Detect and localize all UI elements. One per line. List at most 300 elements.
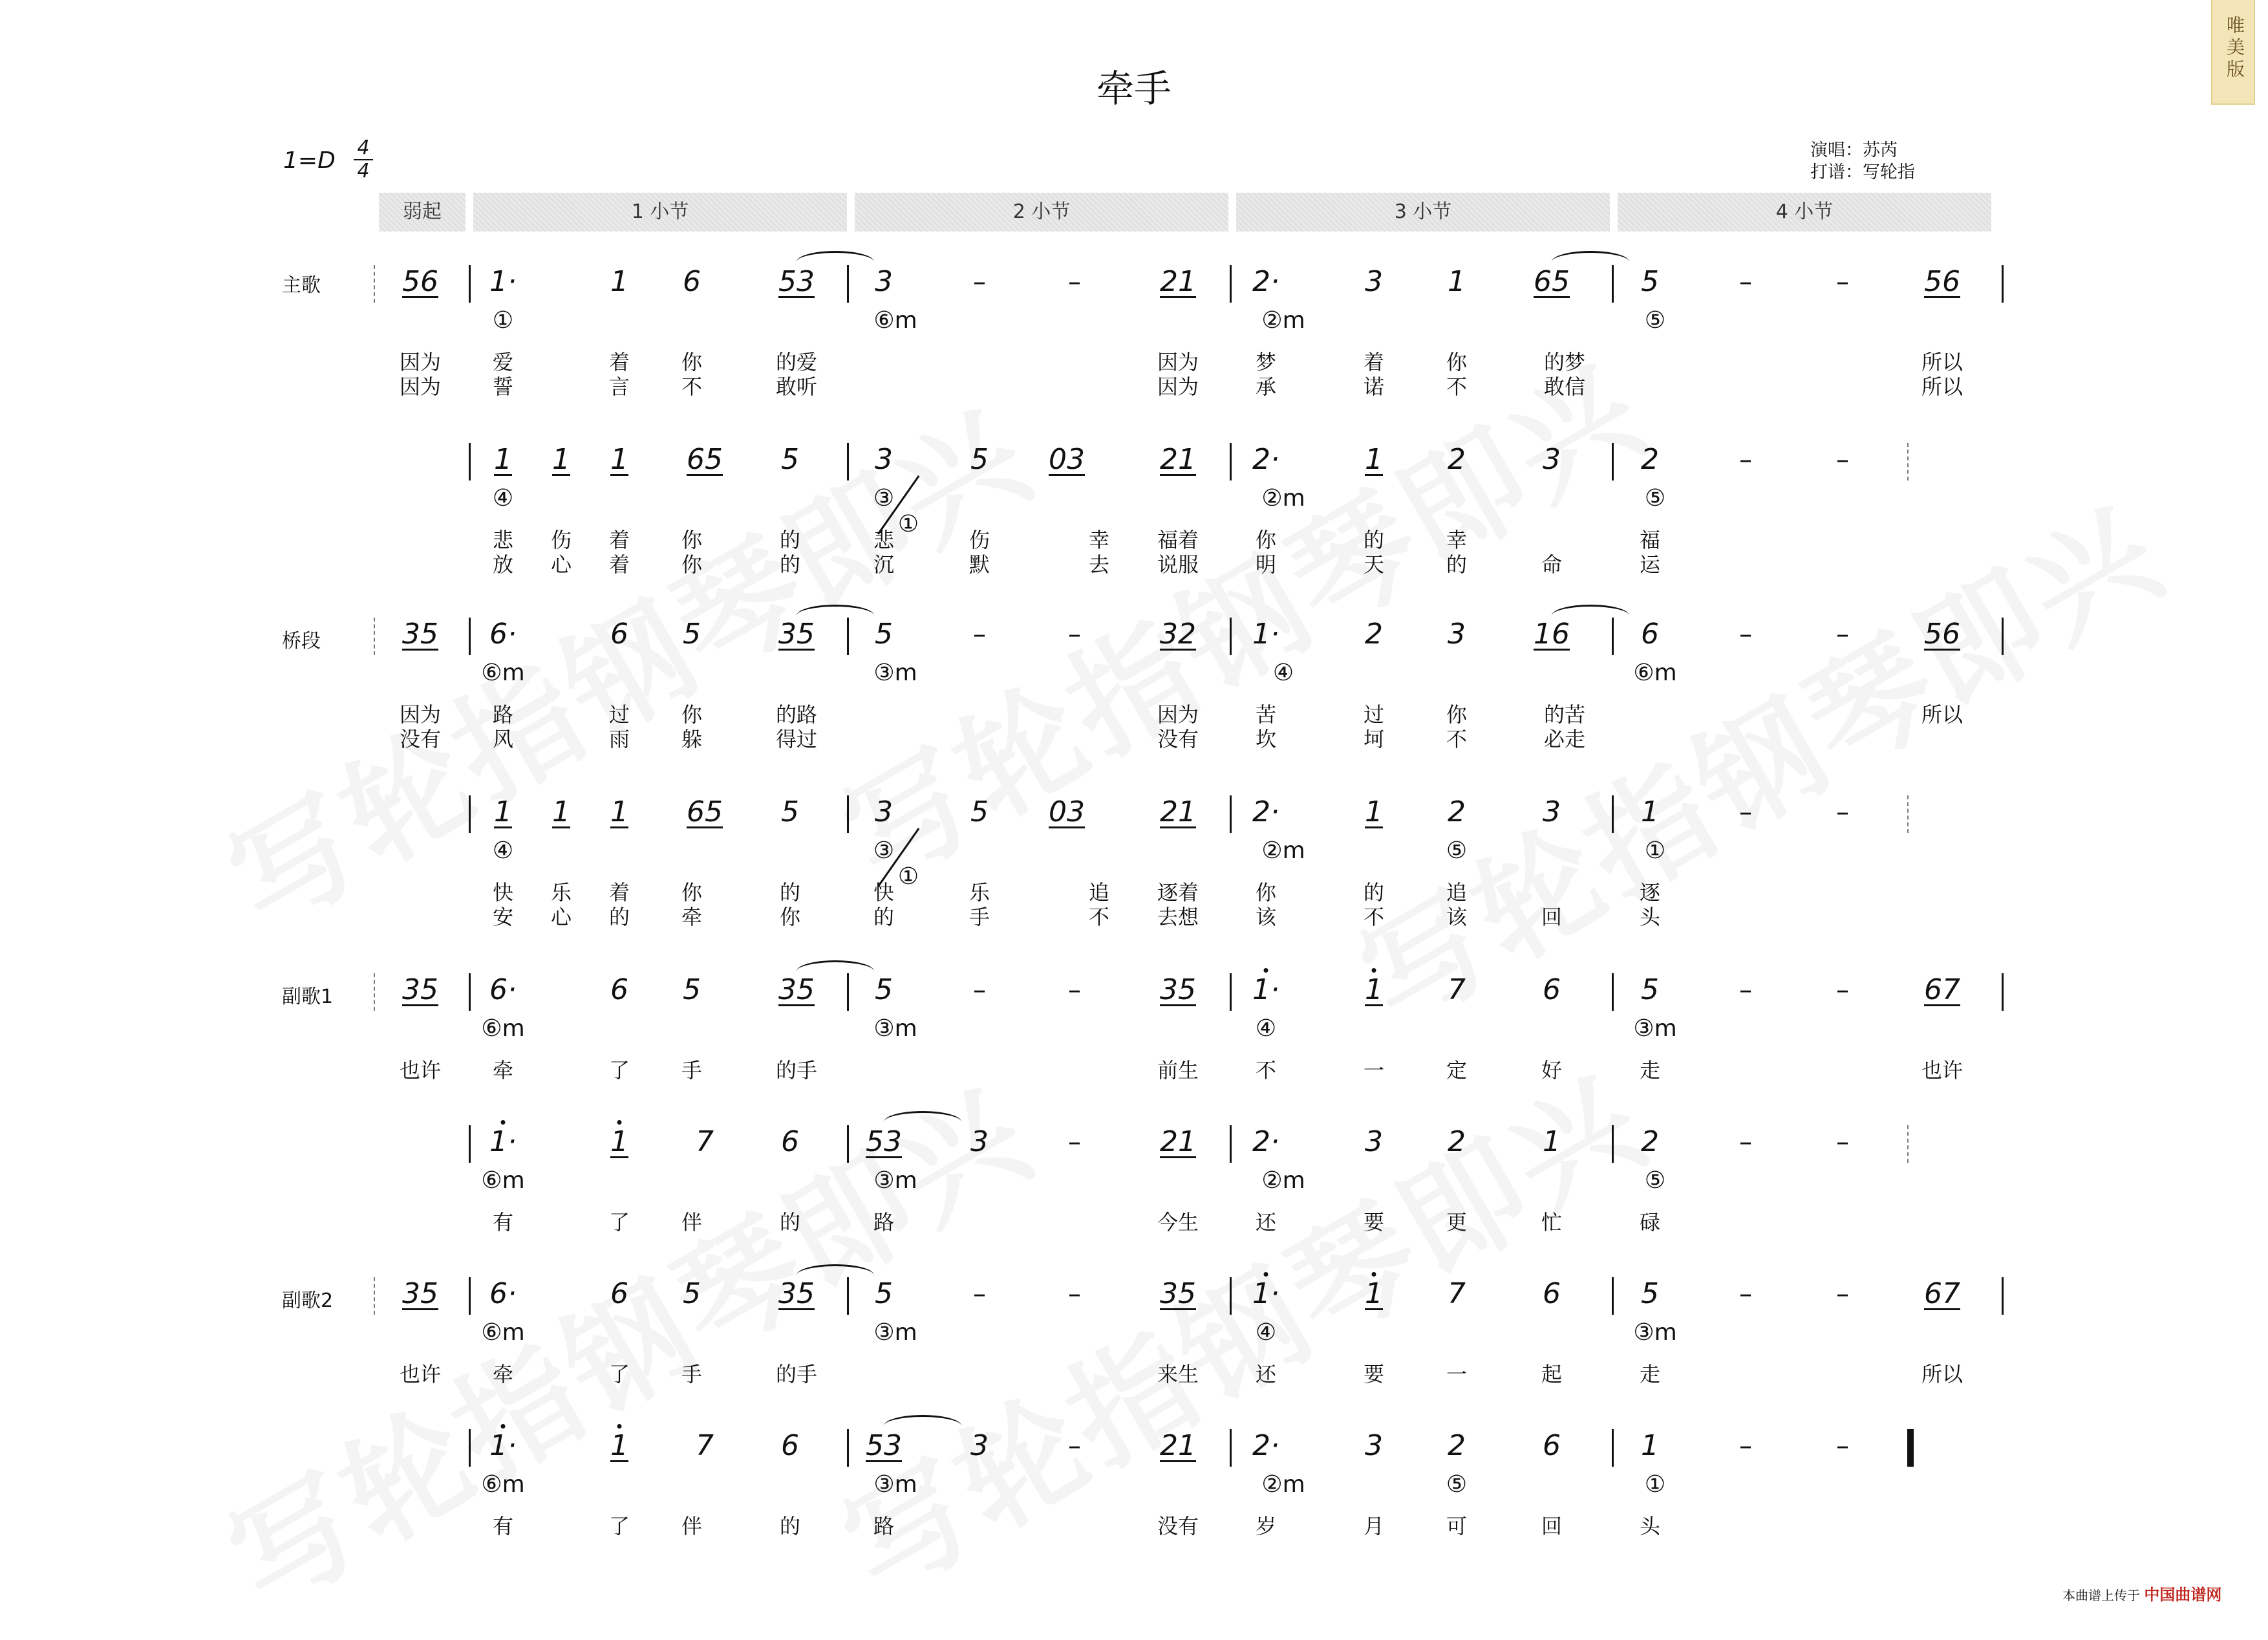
rest-dash: – (1068, 1279, 1081, 1309)
lyric-word: 要 (1363, 1362, 1385, 1386)
lyric-word: 头 (1639, 905, 1661, 929)
note: 5 (1641, 265, 1659, 298)
octave-dot (1372, 968, 1376, 973)
lyric-word: 你 (779, 905, 801, 929)
note: 3 (1543, 795, 1561, 828)
note: 3 (970, 1429, 989, 1462)
lyric-word: 定 (1446, 1058, 1468, 1083)
tie-arc (797, 251, 874, 262)
tie-arc (1552, 605, 1629, 616)
barline (847, 265, 849, 303)
note: 35 (402, 618, 438, 651)
barline (1612, 795, 1614, 833)
pickup-divider (374, 973, 375, 1011)
rest-dash: – (1836, 1279, 1849, 1309)
lyric-word: 所以 (1921, 702, 1963, 727)
barline (847, 1125, 849, 1163)
note: 6· (489, 618, 517, 651)
note: 1· (1252, 618, 1279, 651)
lyric-word: 伴 (681, 1210, 703, 1235)
note: 35 (778, 618, 815, 651)
fingering-mark: ②m (1261, 307, 1305, 334)
barline (1230, 1277, 1232, 1315)
lyric-word: 来生 (1157, 1362, 1199, 1386)
lyric-word: 的 (779, 1514, 801, 1538)
lyric-word: 说服 (1157, 552, 1199, 577)
lyric-word: 着 (608, 528, 630, 552)
lyric-word: 今生 (1157, 1210, 1199, 1235)
barline (469, 618, 471, 655)
lyric-word: 风 (492, 727, 514, 751)
note: 7 (696, 1429, 714, 1462)
lyric-word: 梦 (1255, 350, 1277, 374)
note: 3 (970, 1125, 989, 1158)
rest-dash: – (1068, 1127, 1081, 1157)
lyric-word: 所以 (1921, 374, 1963, 399)
lyric-word: 还 (1255, 1210, 1277, 1235)
lyric-word: 也许 (1921, 1058, 1963, 1083)
fingering-mark: ④ (1255, 1015, 1277, 1042)
fingering-mark: ⑤ (1446, 837, 1468, 864)
note: 1 (494, 795, 512, 828)
lyric-word: 走 (1639, 1058, 1661, 1083)
lyric-word: 走 (1639, 1362, 1661, 1386)
note: 1· (489, 265, 517, 298)
tie-arc (797, 960, 874, 971)
note: 6 (683, 265, 701, 298)
lyric-word: 坷 (1363, 727, 1385, 751)
lyric-word: 因为 (399, 702, 442, 727)
fingering-mark: ⑥m (481, 1015, 525, 1042)
barline (847, 618, 849, 655)
lyric-word: 你 (681, 552, 703, 577)
lyric-word: 的 (1363, 880, 1385, 905)
fingering-mark: ④ (492, 485, 514, 512)
tie-arc (797, 605, 874, 616)
note: 56 (1924, 618, 1960, 651)
note: 5 (875, 973, 893, 1006)
lyric-word: 所以 (1921, 1362, 1963, 1386)
rest-dash: – (1836, 797, 1849, 827)
time-signature (352, 137, 374, 182)
lyric-word: 前生 (1157, 1058, 1199, 1083)
note: 21 (1160, 1125, 1196, 1158)
note: 6 (781, 1125, 799, 1158)
note: 6 (1543, 973, 1561, 1006)
lyric-word: 悲 (492, 528, 514, 552)
lyric-word: 因为 (1157, 350, 1199, 374)
lyric-word: 躲 (681, 727, 703, 751)
header-measure-2: 2 小节 (855, 193, 1228, 232)
note: 3 (1448, 618, 1466, 651)
lyric-word: 碌 (1639, 1210, 1661, 1235)
rest-dash: – (1836, 1431, 1849, 1461)
header-measure-1: 1 小节 (473, 193, 847, 232)
key-signature: 1=D (283, 147, 336, 174)
note: 6 (1543, 1277, 1561, 1310)
lyric-word: 你 (681, 880, 703, 905)
lyric-word: 了 (608, 1514, 630, 1538)
note: 53 (866, 1429, 902, 1462)
lyric-word: 悲 (873, 528, 895, 552)
lyric-word: 爱 (492, 350, 514, 374)
lyric-word: 好 (1541, 1058, 1563, 1083)
note: 6 (1641, 618, 1659, 651)
note: 5 (683, 1277, 701, 1310)
header-measure-4: 4 小节 (1618, 193, 1991, 232)
note: 35 (778, 1277, 815, 1310)
barline (1230, 1125, 1232, 1163)
note: 5 (970, 443, 989, 476)
lyric-word: 去 (1088, 552, 1110, 577)
note: 35 (402, 1277, 438, 1310)
lyric-word: 手 (968, 905, 990, 929)
lyric-word: 头 (1639, 1514, 1661, 1538)
note: 5 (781, 795, 799, 828)
barline (2002, 618, 2004, 655)
lyric-word: 手 (681, 1362, 703, 1386)
lyric-word: 快 (492, 880, 514, 905)
lyric-word: 你 (1446, 350, 1468, 374)
lyric-word: 起 (1541, 1362, 1563, 1386)
lyric-word: 你 (1255, 528, 1277, 552)
lyric-word: 的手 (775, 1362, 818, 1386)
lyric-word: 福 (1639, 528, 1661, 552)
fingering-mark: ③m (873, 1471, 917, 1498)
lyric-word: 因为 (399, 350, 442, 374)
lyric-word: 该 (1446, 905, 1468, 929)
fingering-mark: ⑤ (1644, 485, 1666, 512)
barline (2002, 265, 2004, 303)
lyric-word: 着 (1363, 350, 1385, 374)
note: 1 (610, 265, 628, 298)
note: 1 (1543, 1125, 1561, 1158)
end-divider (1907, 443, 1909, 480)
lyric-word: 牵 (492, 1362, 514, 1386)
note: 67 (1924, 1277, 1960, 1310)
rest-dash: – (1068, 267, 1081, 297)
barline (469, 443, 471, 480)
fingering-mark: ③m (873, 1167, 917, 1194)
lyric-word: 所以 (1921, 350, 1963, 374)
lyric-word: 苦 (1255, 702, 1277, 727)
note: 1· (1252, 973, 1279, 1006)
lyric-word: 着 (608, 880, 630, 905)
note: 1 (610, 443, 628, 476)
lyric-word: 一 (1446, 1362, 1468, 1386)
rest-dash: – (973, 975, 986, 1005)
lyric-word: 不 (1446, 374, 1468, 399)
note: 3 (875, 443, 893, 476)
note: 6 (1543, 1429, 1561, 1462)
lyric-word: 路 (873, 1210, 895, 1235)
lyric-word: 乐 (968, 880, 990, 905)
note: 5 (970, 795, 989, 828)
lyric-word: 没有 (1157, 1514, 1199, 1538)
lyric-word: 乐 (550, 880, 572, 905)
lyric-word: 也许 (399, 1362, 442, 1386)
barline (2002, 1277, 2004, 1315)
lyric-word: 了 (608, 1058, 630, 1083)
lyric-word: 安 (492, 905, 514, 929)
lyric-word: 默 (968, 552, 990, 577)
note: 56 (1924, 265, 1960, 298)
lyric-word: 的 (779, 880, 801, 905)
lyric-word: 牵 (492, 1058, 514, 1083)
barline (469, 795, 471, 833)
note: 6 (610, 973, 628, 1006)
note: 5 (1641, 973, 1659, 1006)
rest-dash: – (1739, 1127, 1752, 1157)
lyric-word: 回 (1541, 1514, 1563, 1538)
note: 7 (696, 1125, 714, 1158)
note: 5 (683, 973, 701, 1006)
barline (469, 1429, 471, 1467)
note: 1 (552, 795, 570, 828)
rest-dash: – (1836, 975, 1849, 1005)
edition-badge-text: 唯美版 (2224, 16, 2245, 81)
lyric-word: 因为 (1157, 374, 1199, 399)
lyric-word: 不 (1255, 1058, 1277, 1083)
octave-dot (617, 1424, 622, 1429)
fingering-mark: ④ (492, 837, 514, 864)
lyric-word: 的手 (775, 1058, 818, 1083)
lyric-word: 了 (608, 1210, 630, 1235)
credit-singer: 演唱：苏芮 (1810, 140, 1898, 160)
note: 5 (875, 618, 893, 651)
rest-dash: – (1739, 975, 1752, 1005)
note: 3 (1365, 1125, 1383, 1158)
lyric-word: 的梦 (1543, 350, 1586, 374)
note: 2 (1365, 618, 1383, 651)
lyric-word: 着 (608, 350, 630, 374)
octave-dot (617, 1120, 622, 1125)
note: 1 (1365, 973, 1383, 1006)
lyric-word: 逐 (1639, 880, 1661, 905)
note: 2· (1252, 795, 1279, 828)
rest-dash: – (1739, 620, 1752, 649)
octave-dot (501, 1120, 506, 1125)
fingering-mark: ⑥m (481, 1319, 525, 1346)
lyric-word: 的路 (775, 702, 818, 727)
lyric-word: 还 (1255, 1362, 1277, 1386)
lyric-word: 岁 (1255, 1514, 1277, 1538)
lyric-word: 不 (1446, 727, 1468, 751)
fingering-mark: ① (1644, 1471, 1666, 1498)
lyric-word: 幸 (1446, 528, 1468, 552)
fingering-mark: ②m (1261, 485, 1305, 512)
barline (847, 973, 849, 1011)
pickup-divider (374, 618, 375, 655)
barline (1230, 795, 1232, 833)
note: 03 (1049, 795, 1085, 828)
fingering-mark: ① (492, 307, 514, 334)
lyric-word: 因为 (1157, 702, 1199, 727)
barline (1612, 618, 1614, 655)
lyric-word: 要 (1363, 1210, 1385, 1235)
note: 65 (687, 443, 723, 476)
lyric-word: 心 (550, 552, 572, 577)
page-title: 牵手 (1096, 67, 1171, 111)
note: 3 (1365, 1429, 1383, 1462)
lyric-word: 的 (873, 905, 895, 929)
tie-arc (884, 1111, 961, 1122)
fingering-mark: ⑥m (1633, 660, 1677, 686)
fingering-mark: ④ (1272, 660, 1294, 686)
octave-dot (1372, 1272, 1376, 1277)
section-label-chorus-2: 副歌2 (282, 1289, 334, 1312)
lyric-word: 没有 (399, 727, 442, 751)
note: 3 (875, 265, 893, 298)
fingering-mark: ⑥m (481, 1167, 525, 1194)
note: 21 (1160, 795, 1196, 828)
note: 1 (1641, 795, 1659, 828)
lyric-word: 你 (1255, 880, 1277, 905)
note: 5 (781, 443, 799, 476)
tie-arc (884, 1415, 961, 1426)
lyric-word: 不 (1363, 905, 1385, 929)
lyric-word: 必走 (1543, 727, 1586, 751)
note: 32 (1160, 618, 1196, 651)
lyric-word: 幸 (1088, 528, 1110, 552)
rest-dash: – (1836, 1127, 1849, 1157)
barline (469, 265, 471, 303)
note: 21 (1160, 443, 1196, 476)
end-divider (1907, 795, 1909, 833)
note: 1 (1365, 443, 1383, 476)
section-label-chorus-1: 副歌1 (282, 986, 334, 1008)
lyric-word: 忙 (1541, 1210, 1563, 1235)
note: 2 (1448, 443, 1466, 476)
barline (847, 1429, 849, 1467)
lyric-word: 一 (1363, 1058, 1385, 1083)
time-signature-bottom: 4 (357, 160, 370, 182)
octave-dot (1264, 1272, 1268, 1277)
rest-dash: – (1068, 620, 1081, 649)
note: 53 (866, 1125, 902, 1158)
lyric-word: 敢听 (775, 374, 818, 399)
fingering-mark: ⑤ (1644, 1167, 1666, 1194)
rest-dash: – (1068, 1431, 1081, 1461)
note: 3 (1365, 265, 1383, 298)
note: 21 (1160, 265, 1196, 298)
lyric-word: 有 (492, 1514, 514, 1538)
credit-transcriber: 打谱：写轮指 (1810, 162, 1915, 182)
rest-dash: – (1739, 267, 1752, 297)
lyric-word: 更 (1446, 1210, 1468, 1235)
lyric-word: 的 (779, 528, 801, 552)
barline (1612, 1277, 1614, 1315)
note: 35 (778, 973, 815, 1006)
pickup-divider (374, 1277, 375, 1315)
note: 3 (1543, 443, 1561, 476)
fingering-mark: ⑥m (873, 307, 917, 334)
barline (1230, 265, 1232, 303)
header-pickup: 弱起 (379, 193, 465, 232)
note: 35 (1160, 973, 1196, 1006)
lyric-word: 有 (492, 1210, 514, 1235)
note: 1 (610, 1125, 628, 1158)
note: 2· (1252, 265, 1279, 298)
barline (469, 1277, 471, 1315)
lyric-word: 因为 (399, 374, 442, 399)
lyric-word: 也许 (399, 1058, 442, 1083)
lyric-word: 言 (608, 374, 630, 399)
fingering-mark: ⑤ (1446, 1471, 1468, 1498)
octave-dot (501, 1424, 506, 1429)
footer-brand: 中国曲谱网 (2144, 1586, 2222, 1604)
lyric-word: 牵 (681, 905, 703, 929)
note: 1 (610, 795, 628, 828)
lyric-word: 福着 (1157, 528, 1199, 552)
fingering-mark: ③m (873, 660, 917, 686)
lyric-word: 你 (681, 350, 703, 374)
note: 6 (610, 1277, 628, 1310)
lyric-word: 坎 (1255, 727, 1277, 751)
fingering-mark: ③ (873, 485, 895, 512)
note: 2· (1252, 1429, 1279, 1462)
lyric-word: 雨 (608, 727, 630, 751)
lyric-word: 的 (779, 552, 801, 577)
lyric-word: 可 (1446, 1514, 1468, 1538)
note: 1 (610, 1429, 628, 1462)
lyric-word: 伤 (550, 528, 572, 552)
lyric-word: 不 (1088, 905, 1110, 929)
note: 2 (1448, 795, 1466, 828)
fingering-mark: ②m (1261, 1167, 1305, 1194)
end-divider (1907, 1125, 1909, 1163)
pickup-divider (374, 265, 375, 303)
barline (847, 795, 849, 833)
lyric-word: 命 (1541, 552, 1563, 577)
lyric-word: 敢信 (1543, 374, 1586, 399)
tie-arc (797, 1264, 874, 1275)
note: 2 (1641, 1125, 1659, 1158)
lyric-word: 你 (681, 702, 703, 727)
lyric-word: 回 (1541, 905, 1563, 929)
note: 1 (494, 443, 512, 476)
lyric-word: 誓 (492, 374, 514, 399)
fingering-mark: ④ (1255, 1319, 1277, 1346)
lyric-word: 的 (779, 1210, 801, 1235)
note: 1 (1641, 1429, 1659, 1462)
note: 7 (1448, 973, 1466, 1006)
barline (1612, 443, 1614, 480)
note: 2 (1641, 443, 1659, 476)
rest-dash: – (1739, 445, 1752, 475)
fingering-mark: ③ (873, 837, 895, 864)
fingering-mark: ③m (873, 1015, 917, 1042)
lyric-word: 路 (873, 1514, 895, 1538)
lyric-word: 过 (608, 702, 630, 727)
fingering-mark: ⑤ (1644, 307, 1666, 334)
note: 6 (781, 1429, 799, 1462)
fingering-mark: ③m (1633, 1319, 1677, 1346)
lyric-word: 你 (1446, 702, 1468, 727)
note: 16 (1534, 618, 1570, 651)
note: 5 (683, 618, 701, 651)
lyric-word: 追 (1088, 880, 1110, 905)
fingering-mark: ⑥m (481, 1471, 525, 1498)
note: 03 (1049, 443, 1085, 476)
fingering-mark: ① (897, 511, 919, 537)
barline (1612, 1429, 1614, 1467)
lyric-word: 诺 (1363, 374, 1385, 399)
lyric-word: 得过 (775, 727, 818, 751)
rest-dash: – (1836, 620, 1849, 649)
note: 67 (1924, 973, 1960, 1006)
lyric-word: 没有 (1157, 727, 1199, 751)
